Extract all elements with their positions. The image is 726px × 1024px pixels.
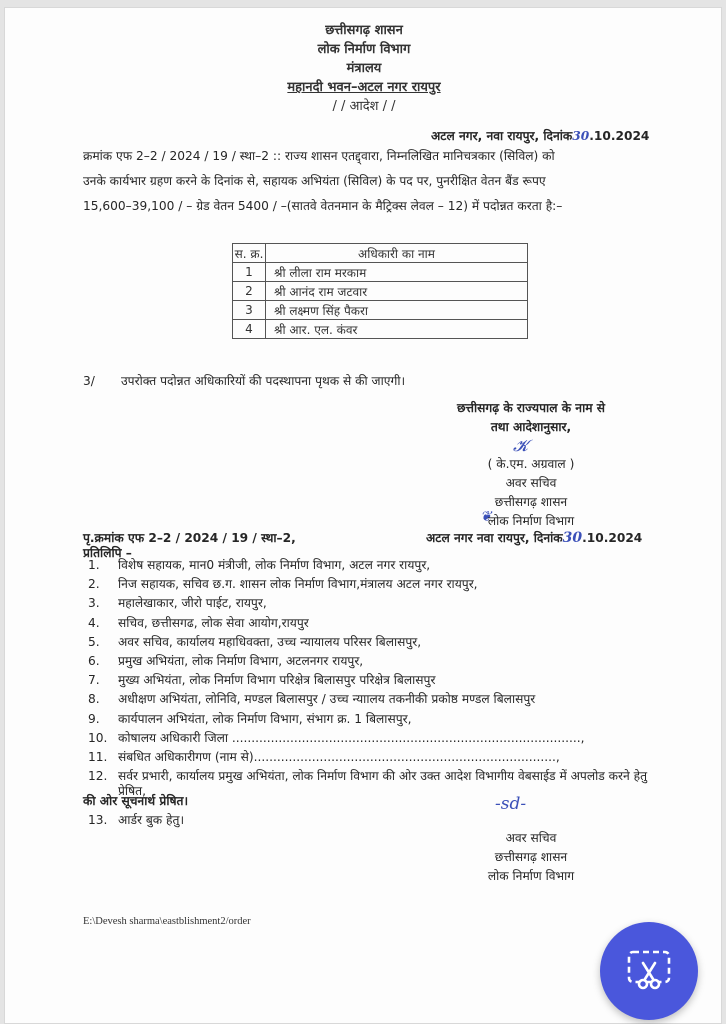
list-item-number: 9. — [88, 711, 100, 726]
list-item — [88, 710, 673, 729]
list-item-number: 4. — [88, 615, 100, 630]
order-date-printed: .10.2024 — [589, 129, 650, 143]
list-item-text: सर्वर प्रभारी, कार्यालय प्रमुख अभियंता, लोक निर्माण विभाग की ओर उक्त आदेश विभागीय वेबसाईड में अपलोड करने हेतु प्रेषित, — [118, 769, 648, 799]
list-item — [88, 614, 673, 633]
list-item — [88, 748, 673, 767]
cell-name: श्री लीला राम मरकाम — [266, 263, 528, 282]
order-para-line1: क्रमांक एफ 2–2 / 2024 / 19 / स्था–2 :: राज्य शासन एतद्द्वारा, निम्नलिखित मानिचत्रकार (सिविल) को — [83, 149, 555, 163]
list-item — [88, 556, 673, 575]
list-item-text: अधीक्षण अभियंता, लोनिवि, मण्डल बिलासपुर / उच्च न्याालय तकनीकी प्रकोष्ठ मण्डल बिलासपुर — [118, 692, 536, 707]
order-para-line2: उनके कार्यभार ग्रहण करने के दिनांक से, सहायक अभियंता (सिविल) के पद पर, पुनरीक्षित वेतन बैंड रूपए — [83, 174, 546, 188]
header-ministry: मंत्रालय — [346, 61, 382, 76]
list-item-text: निज सहायक, सचिव छ.ग. शासन लोक निर्माण विभाग,मंत्रालय अटल नगर रायपुर, — [118, 577, 478, 592]
list-item — [88, 652, 673, 671]
table-header-row — [233, 244, 528, 263]
screenshot-scissors-icon — [626, 949, 672, 993]
distribution-list — [88, 556, 673, 799]
sig-governor-line: छत्तीसगढ़ के राज्यपाल के नाम से — [457, 401, 605, 415]
table-row — [233, 263, 528, 282]
header-govt: छत्तीसगढ़ शासन — [325, 23, 403, 38]
list-item-text: कार्यपालन अभियंता, लोक निर्माण विभाग, संभाग क्र. 1 बिलासपुर, — [118, 711, 412, 726]
list-item-13 — [88, 811, 184, 828]
header-address: महानदी भवन–अटल नगर रायपुर — [287, 80, 441, 95]
sig-govt: छत्तीसगढ़ शासन — [494, 495, 568, 509]
list-item-number: 2. — [88, 577, 100, 592]
officers-table — [232, 243, 528, 339]
document-page — [4, 7, 722, 1024]
endorsement-place-date — [426, 529, 642, 546]
sig2-designation: अवर सचिव — [505, 831, 557, 845]
list-item-text: विशेष सहायक, मान0 मंत्रीजी, लोक निर्माण विभाग, अटल नगर रायपुर, — [118, 558, 431, 572]
order-para-line3: 15,600–39,100 / – ग्रेड वेतन 5400 / –(सातवे वेतनमान के मैट्रिक्स लेवल – 12) में पदोन्नत करता है:– — [83, 199, 563, 213]
list-item — [88, 729, 673, 748]
handwritten-signature: 𝓚 — [513, 436, 528, 455]
handwritten-initial: ❦ — [480, 509, 492, 525]
cell-name: श्री आनंद राम जटवार — [266, 282, 528, 301]
header-dept: लोक निर्माण विभाग — [317, 42, 411, 57]
sig-order-line: तथा आदेशानुसार, — [490, 420, 572, 434]
sig-designation: अवर सचिव — [505, 476, 557, 490]
cell-sno: 2 — [233, 282, 266, 301]
file-path: E:\Devesh sharma\eastblishment2/order — [83, 916, 251, 927]
endorsement-date-handwritten: 30 — [562, 530, 583, 546]
cell-sno: 4 — [233, 320, 266, 339]
list-item-number: 3. — [88, 596, 100, 611]
order-date-handwritten: 30 — [572, 129, 590, 143]
list-item-number: 8. — [88, 692, 100, 707]
cell-name: श्री आर. एल. कंवर — [266, 320, 528, 339]
para-3 — [83, 372, 405, 389]
cell-sno: 3 — [233, 301, 266, 320]
list-item-text: प्रमुख अभियंता, लोक निर्माण विभाग, अटलनगर रायपुर, — [118, 653, 364, 668]
screenshot-crop-button[interactable] — [600, 922, 698, 1020]
para-3-text: उपरोक्त पदोन्नत अधिकारियों की पदस्थापना पृथक से की जाएगी। — [121, 374, 406, 388]
list-item-number: 13. — [88, 813, 108, 827]
handwritten-sd: -sd- — [495, 794, 527, 814]
cell-name: श्री लक्ष्मण सिंह पैकरा — [266, 301, 528, 320]
list-item-number: 5. — [88, 634, 100, 649]
col-header-sno: स. क्र. — [233, 244, 266, 263]
list-item-number: 10. — [88, 730, 108, 745]
table-row — [233, 282, 528, 301]
list-item-text: मुख्य अभियंता, लोक निर्माण विभाग परिक्षेत्र बिलासपुर परिक्षेत्र बिलासपुर — [118, 673, 436, 688]
closing-line: की ओर सूचनार्थ प्रेषित। — [83, 794, 189, 808]
sig2-govt: छत्तीसगढ़ शासन — [494, 850, 568, 864]
endorsement-place-label: अटल नगर नवा रायपुर, दिनांक — [426, 531, 563, 545]
list-item-text: महालेखाकार, जीरो पाईट, रायपुर, — [118, 596, 267, 611]
list-item-text: सचिव, छत्तीसगढ, लोक सेवा आयोग,रायपुर — [118, 615, 309, 630]
list-item — [88, 575, 673, 594]
sig-name: ( के.एम. अग्रवाल ) — [487, 457, 575, 471]
list-item — [88, 690, 673, 709]
list-item-number: 6. — [88, 653, 100, 668]
list-item-text: संबधित अधिकारीगण (नाम से).............................................................................., — [118, 749, 560, 764]
list-item — [88, 671, 673, 690]
list-item-text: कोषालय अधिकारी जिला .........................................................................................., — [118, 730, 585, 745]
list-item — [88, 594, 673, 613]
sig2-dept: लोक निर्माण विभाग — [487, 869, 575, 883]
list-item-number: 7. — [88, 673, 100, 688]
para-3-number: 3/ — [83, 374, 95, 388]
list-item-number: 1. — [88, 558, 100, 572]
list-item-text: अवर सचिव, कार्यालय महाधिवक्ता, उच्च न्यायालय परिसर बिलासपुर, — [118, 634, 422, 649]
order-place-label: अटल नगर, नवा रायपुर, दिनांक — [431, 129, 573, 143]
table-row — [233, 320, 528, 339]
sig-dept: लोक निर्माण विभाग — [487, 514, 575, 528]
list-item-number: 11. — [88, 749, 108, 764]
table-row — [233, 301, 528, 320]
endorsement-date-printed: .10.2024 — [582, 531, 643, 545]
list-item — [88, 633, 673, 652]
copy-label: प्रतिलिपि – — [83, 546, 132, 560]
col-header-name: अधिकारी का नाम — [266, 244, 528, 263]
list-item-number: 12. — [88, 769, 108, 784]
order-place-date — [431, 127, 649, 144]
cell-sno: 1 — [233, 263, 266, 282]
endorsement-ref: पृ.क्रमांक एफ 2–2 / 2024 / 19 / स्था–2, — [83, 531, 296, 545]
header-order-title: / / आदेश / / — [332, 99, 396, 114]
list-item-text: आर्डर बुक हेतु। — [118, 813, 185, 827]
